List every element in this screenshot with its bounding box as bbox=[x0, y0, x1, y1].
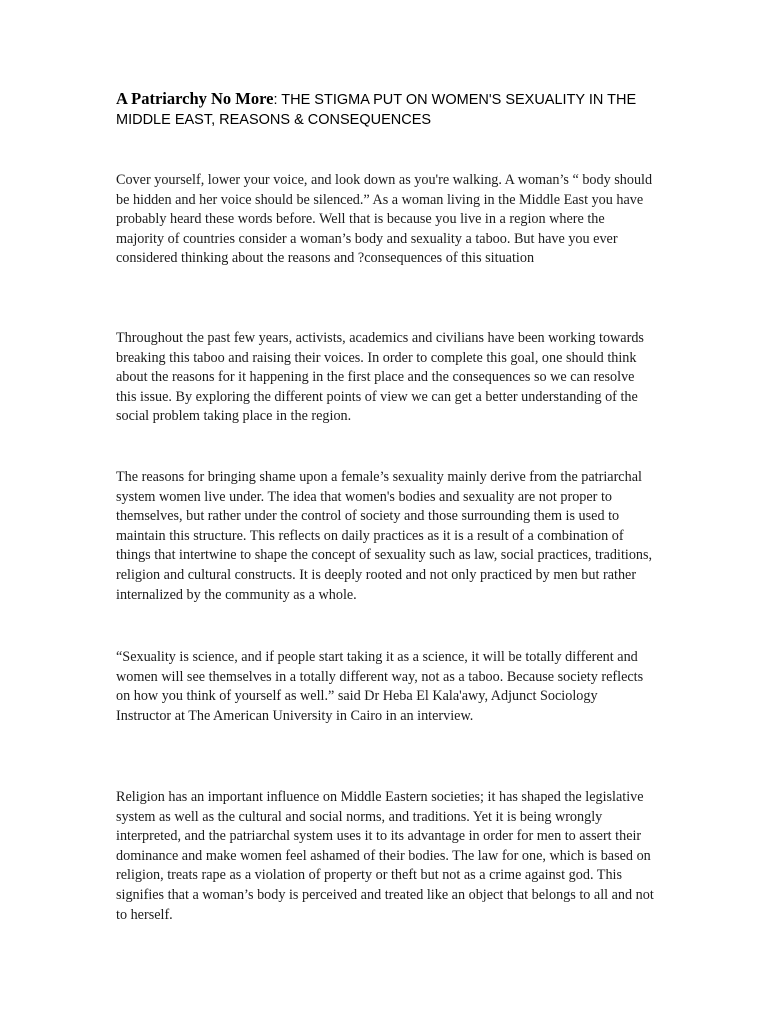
paragraph-quote: “Sexuality is science, and if people start taking it as a science, it will be totally different and women will see themselves in a totally different way, not as a taboo. Because society reflects on how you think of yourself as well.” said Dr Heba El Kala'awy, Adjunct Sociology Instructor at The American University in Cairo in an interview. bbox=[116, 649, 644, 724]
document-title bbox=[116, 89, 676, 130]
title-main: A Patriarchy No More bbox=[116, 89, 274, 108]
paragraph-religion: Religion has an important influence on Middle Eastern societies; it has shaped the legislative system as well as the cultural and social norms, and traditions. Yet it is being wrongly interpreted, and the patriarchal system uses it to its advantage in order for men to assert their dominance and make women feel ashamed of their bodies. The law for one, which is based on religion, treats rape as a violation of property or theft but not as a crime against god. This signifies that a woman’s body is perceived and treated like an object that belongs to all and not to herself. bbox=[116, 789, 654, 923]
paragraph-intro: Cover yourself, lower your voice, and look down as you're walking. A woman’s “ body should be hidden and her voice should be silenced.” As a woman living in the Middle East you have probably heard these words before. Well that is because you live in a region where the majority of countries consider a woman’s body and sexuality a taboo. But have you ever considered thinking about the reasons and ?consequences of this situation bbox=[116, 172, 653, 267]
paragraph-activists: Throughout the past few years, activists, academics and civilians have been working towards breaking this taboo and raising their voices. In order to complete this goal, one should think about the reasons for it happening in the first place and the consequences so we can resolve this issue. By exploring the different points of view we can get a better understanding of the social problem taking place in the region. bbox=[116, 330, 644, 425]
title-subtitle: : THE STIGMA PUT ON WOMEN'S SEXUALITY IN THE MIDDLE EAST, REASONS & CONSEQUENCES bbox=[116, 92, 637, 128]
paragraph-reasons: The reasons for bringing shame upon a female’s sexuality mainly derive from the patriarchal system women live under. The idea that women's bodies and sexuality are not proper to themselves, but rather under the control of society and those surrounding them is used to maintain this structure. This reflects on daily practices as it is a result of a combination of things that intertwine to shape the concept of sexuality such as law, social practices, traditions, religion and cultural constructs. It is deeply rooted and not only practiced by men but rather internalized by the community as a whole. bbox=[116, 469, 653, 603]
